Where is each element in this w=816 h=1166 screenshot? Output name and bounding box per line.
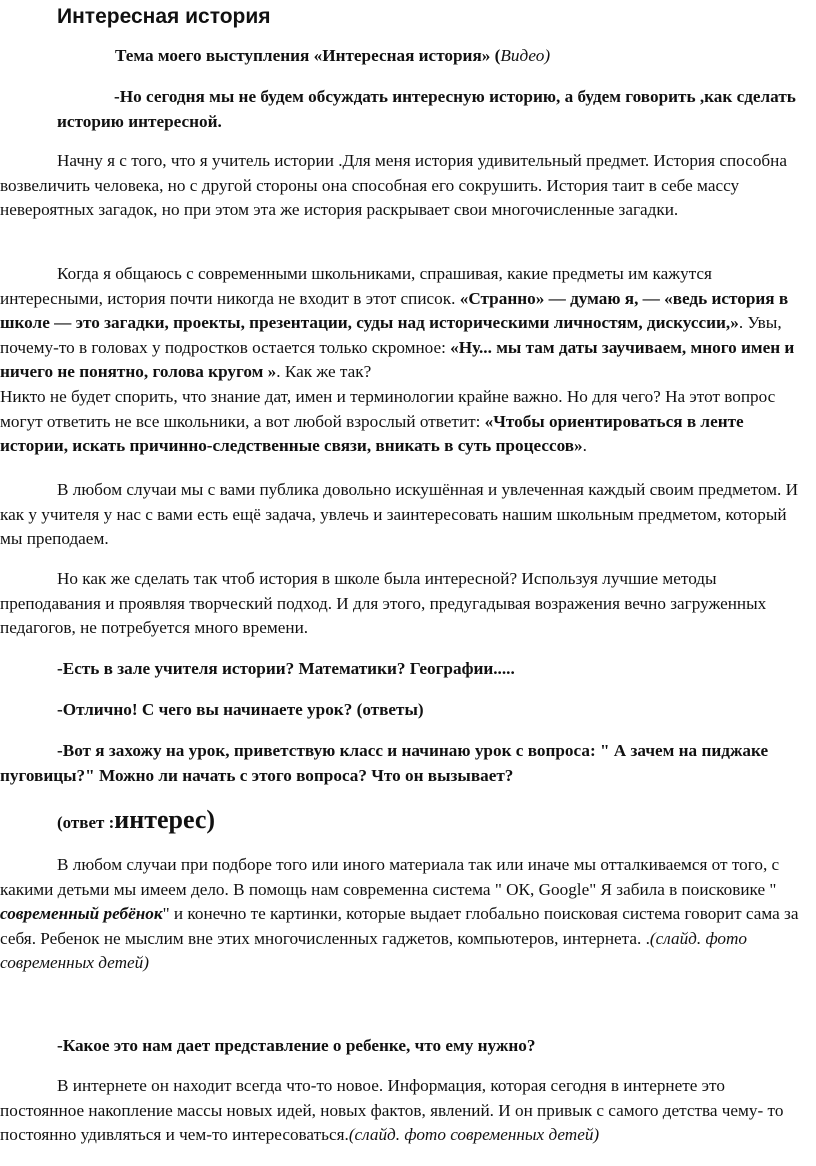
paragraph-students [0,262,810,385]
paragraph-teacher: Начну я с того, что я учитель истории .Для меня история удивительный предмет. История способна возвеличить человека, но с другой стороны она способная его сокрушить. История таит в себе массу невероятных загадок, но при этом эта же история раскрывает свои многочисленные загадки. [0,151,787,220]
question-teachers: -Есть в зале учителя истории? Математики? Географии..... [57,659,515,678]
topic-line [115,44,805,69]
text-span: Никто не будет спорить, что знание дат, имен и терминологии крайне важно. Но для чего? На этот вопрос могут ответить не все школьники, а вот любой взрослый ответит: [0,387,776,431]
answer-label: (ответ : [57,813,115,832]
paragraph-dates [0,385,810,459]
topic-video: Видео) [500,46,551,65]
paragraph-google [0,853,810,976]
answer-line [57,805,757,838]
topic-text: Тема моего выступления «Интересная история» ( [115,46,501,65]
slide-note: (слайд. фото современных детей) [348,1125,600,1145]
question-lesson-start: -Отлично! С чего вы начинаете урок? (ответы) [57,700,424,719]
text-span: . [582,436,587,456]
text-span: . Как же так? [276,362,372,382]
text-span: " и конечно те картинки, которые выдает глобально поисковая система говорит сама за себя. Ребенок не мыслим вне этих многочисленных гаджетов, компьютеров, интернета. . [0,904,799,948]
question-buttons: -Вот я захожу на урок, приветствую класс и начинаю урок с вопроса: " А зачем на пиджаке пуговицы?" Можно ли начать с этого вопроса? Что он вызывает? [0,741,769,785]
bold-quote: «Странно» — думаю я, — «ведь история в школе — это загадки, проекты, презентации, суды над историческими личностям, дискуссии,» [0,288,789,333]
text-span: . Увы, почему-то в головах у подростков остается только скромное: [0,313,782,357]
paragraph-audience: В любом случаи мы с вами публика довольно искушённая и увлеченная каждый своим предметом. И как у учителя у нас с вами есть ещё задача, увлечь и заинтересовать нашим школьным предметом, который мы преподаем. [0,480,799,549]
slide-note: (слайд. фото современных детей) [0,928,748,973]
text-span: Когда я общаюсь с современными школьниками, спрашивая, какие предметы им кажутся интересными, история почти никогда не входит в этот список. [0,264,712,308]
paragraph-methods: Но как же сделать так чтоб история в школе была интересной? Используя лучшие методы преподавания и проявляя творческий подход. И для этого, предугадывая возражения вечно загруженных педагогов, не потребуется много времени. [0,569,767,638]
bold-italic-phrase: современный ребёнок [0,904,163,924]
answer-word: интерес) [114,805,216,834]
document-title: Интересная история [57,5,271,28]
intro-paragraph: -Но сегодня мы не будем обсуждать интересную историю, а будем говорить ,как сделать историю интересной. [57,87,796,131]
bold-quote: «Чтобы ориентироваться в ленте истории, искать причинно-следственные связи, вникать в суть процессов» [0,411,744,456]
text-span: В любом случаи при подборе того или иного материала так или иначе мы отталкиваемся от того, с какими детьми мы имеем дело. В помощь нам современна система " ОК, Google" Я забила в поисковике " [0,855,780,899]
paragraph-internet [0,1074,810,1148]
bold-quote: «Ну... мы там даты заучиваем, много имен и ничего не понятно, голова кругом » [0,337,795,382]
text-span: В интернете он находит всегда что-то новое. Информация, которая сегодня в интернете это постоянное накопление массы новых идей, новых фактов, явлений. И он привык с самого детства чему- то постоянно удивляться и чем-то интересоваться. [0,1076,784,1145]
question-child-needs: -Какое это нам дает представление о ребенке, что ему нужно? [57,1036,536,1055]
